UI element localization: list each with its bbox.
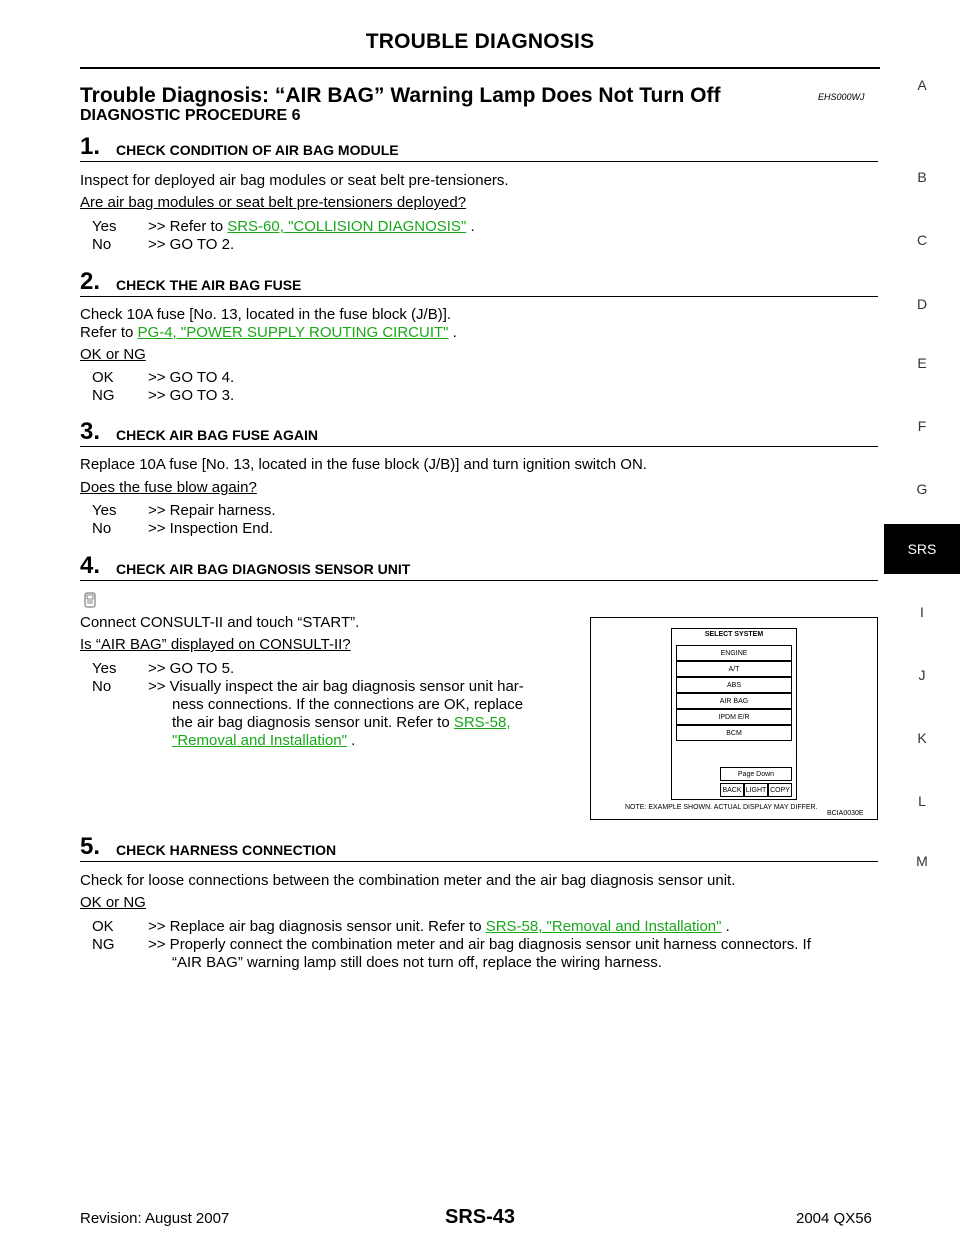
step-3-no: No >> Inspection End. bbox=[92, 520, 274, 537]
answer-key: Yes bbox=[92, 660, 117, 677]
figure-note: NOTE: EXAMPLE SHOWN. ACTUAL DISPLAY MAY DIFFER. bbox=[625, 804, 818, 811]
answer-key: Yes bbox=[92, 218, 117, 235]
copy-button: COPY bbox=[768, 783, 792, 797]
step-2-ok: OK >> GO TO 4. bbox=[92, 369, 235, 386]
light-button: LIGHT bbox=[744, 783, 768, 797]
page-down-button: Page Down bbox=[720, 767, 792, 781]
step-3-text: Replace 10A fuse [No. 13, located in the fuse block (J/B)] and turn ignition switch ON. bbox=[80, 456, 647, 473]
link-srs-58-a[interactable]: SRS-58, bbox=[453, 714, 511, 731]
step-5-question: OK or NG bbox=[80, 894, 146, 911]
answer-key: NG bbox=[92, 936, 115, 953]
tab-b[interactable]: B bbox=[917, 169, 927, 185]
tab-d[interactable]: D bbox=[916, 296, 928, 312]
tab-i[interactable]: I bbox=[920, 604, 924, 620]
back-button: BACK bbox=[720, 783, 744, 797]
screen-title: SELECT SYSTEM bbox=[704, 631, 764, 638]
step-4-text: Connect CONSULT-II and touch “START”. bbox=[80, 614, 360, 631]
step-1-question: Are air bag modules or seat belt pre-tensioners deployed? bbox=[80, 194, 467, 211]
step-5-ng: NG >> Properly connect the combination meter and air bag diagnosis sensor unit harness connectors. If bbox=[92, 936, 811, 953]
answer-key: Yes bbox=[92, 502, 117, 519]
step-number: 4. bbox=[80, 552, 101, 579]
tab-k[interactable]: K bbox=[917, 730, 927, 746]
system-item: AIR BAG bbox=[676, 693, 792, 709]
step-title: CHECK THE AIR BAG FUSE bbox=[116, 277, 302, 293]
step-3-heading bbox=[80, 418, 878, 447]
system-item: A/T bbox=[676, 661, 792, 677]
consult-screen-figure bbox=[590, 617, 878, 820]
tab-m[interactable]: M bbox=[916, 853, 928, 869]
step-number: 5. bbox=[80, 833, 101, 860]
step-3-question: Does the fuse blow again? bbox=[80, 479, 257, 496]
step-2-text-2: Refer to PG-4, "POWER SUPPLY ROUTING CIRCUIT" . bbox=[80, 324, 457, 341]
step-1-text: Inspect for deployed air bag modules or seat belt pre-tensioners. bbox=[80, 172, 509, 189]
step-4-no-line-4: "Removal and Installation" . bbox=[172, 732, 356, 749]
answer-key: OK bbox=[92, 918, 114, 935]
answer-key: No bbox=[92, 236, 112, 253]
system-item: IPDM E/R bbox=[676, 709, 792, 725]
page-header: TROUBLE DIAGNOSIS bbox=[365, 30, 595, 53]
system-item: ENGINE bbox=[676, 645, 792, 661]
procedure-subtitle: DIAGNOSTIC PROCEDURE 6 bbox=[80, 107, 301, 124]
step-2-text-1: Check 10A fuse [No. 13, located in the fuse block (J/B)]. bbox=[80, 306, 452, 323]
link-srs-60[interactable]: SRS-60, "COLLISION DIAGNOSIS" bbox=[227, 218, 467, 235]
step-3-yes: Yes >> Repair harness. bbox=[92, 502, 276, 519]
tab-a[interactable]: A bbox=[917, 77, 927, 93]
step-1-heading bbox=[80, 133, 878, 162]
step-title: CHECK HARNESS CONNECTION bbox=[116, 842, 337, 858]
answer-key: OK bbox=[92, 369, 114, 386]
select-system-screen bbox=[671, 628, 797, 800]
step-title: CHECK AIR BAG DIAGNOSIS SENSOR UNIT bbox=[116, 561, 411, 577]
step-5-text: Check for loose connections between the combination meter and the air bag diagnosis sensor unit. bbox=[80, 872, 736, 889]
tab-e[interactable]: E bbox=[917, 355, 927, 371]
answer-key: No bbox=[92, 520, 112, 537]
step-4-no-line-2: ness connections. If the connections are OK, replace bbox=[172, 696, 524, 713]
step-2-question: OK or NG bbox=[80, 346, 146, 363]
tab-c[interactable]: C bbox=[916, 232, 928, 248]
step-number: 3. bbox=[80, 418, 101, 445]
step-4-no-line-3: the air bag diagnosis sensor unit. Refer to SRS-58, bbox=[172, 714, 511, 731]
step-5-ok: OK >> Replace air bag diagnosis sensor unit. Refer to SRS-58, "Removal and Installation" . bbox=[92, 918, 730, 935]
header-rule bbox=[80, 67, 880, 69]
step-title: CHECK CONDITION OF AIR BAG MODULE bbox=[116, 142, 399, 158]
footer-revision: Revision: August 2007 bbox=[80, 1210, 230, 1227]
tab-srs[interactable]: SRS bbox=[884, 524, 960, 574]
footer-model: 2004 QX56 bbox=[796, 1210, 872, 1227]
step-4-no: No >> Visually inspect the air bag diagnosis sensor unit har- bbox=[92, 678, 524, 695]
step-number: 2. bbox=[80, 268, 101, 295]
tab-g[interactable]: G bbox=[916, 481, 928, 497]
step-2-heading bbox=[80, 268, 878, 297]
answer-key: NG bbox=[92, 387, 115, 404]
link-pg-4[interactable]: PG-4, "POWER SUPPLY ROUTING CIRCUIT" bbox=[137, 324, 449, 341]
answer-key: No bbox=[92, 678, 112, 695]
step-4-yes: Yes >> GO TO 5. bbox=[92, 660, 235, 677]
section-code: EHS000WJ bbox=[818, 92, 865, 102]
step-1-no: No >> GO TO 2. bbox=[92, 236, 235, 253]
footer-page-number: SRS-43 bbox=[444, 1206, 516, 1228]
tab-l[interactable]: L bbox=[918, 793, 926, 809]
step-1-yes: Yes >> Refer to SRS-60, "COLLISION DIAGNOSIS" . bbox=[92, 218, 475, 235]
step-5-ng-line-2: “AIR BAG” warning lamp still does not turn off, replace the wiring harness. bbox=[172, 954, 662, 971]
link-removal-installation[interactable]: "Removal and Installation" bbox=[172, 732, 347, 749]
link-srs-58-b[interactable]: SRS-58, "Removal and Installation" bbox=[485, 918, 722, 935]
tab-j[interactable]: J bbox=[918, 667, 926, 683]
section-title: Trouble Diagnosis: “AIR BAG” Warning Lamp Does Not Turn Off bbox=[80, 84, 721, 107]
step-5-heading bbox=[80, 833, 878, 862]
system-item: BCM bbox=[676, 725, 792, 741]
figure-code: BCIA0030E bbox=[827, 810, 864, 817]
step-4-heading bbox=[80, 552, 878, 581]
tab-f[interactable]: F bbox=[917, 418, 927, 434]
step-title: CHECK AIR BAG FUSE AGAIN bbox=[116, 427, 318, 443]
step-number: 1. bbox=[80, 133, 101, 160]
system-item: ABS bbox=[676, 677, 792, 693]
step-2-ng: NG >> GO TO 3. bbox=[92, 387, 235, 404]
consult-ii-icon bbox=[84, 592, 96, 608]
step-4-question: Is “AIR BAG” displayed on CONSULT-II? bbox=[80, 636, 351, 653]
